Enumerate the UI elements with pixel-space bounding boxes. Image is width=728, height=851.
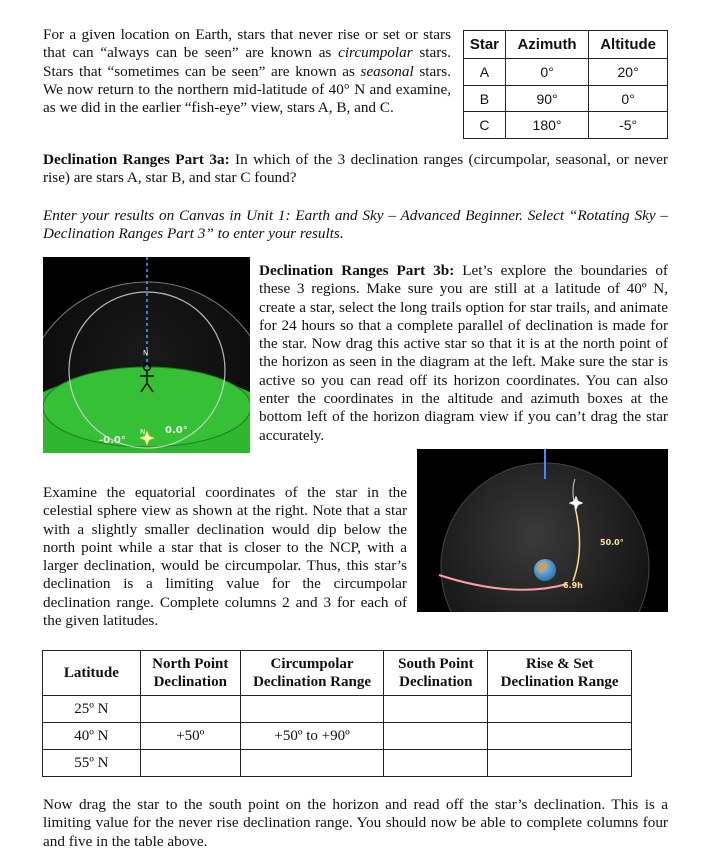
table-cell: B (464, 85, 506, 112)
table-cell: 90° (505, 85, 588, 112)
term-circumpolar: circumpolar (338, 44, 413, 62)
table-cell (240, 696, 384, 723)
altitude-label: 0.0° (165, 425, 188, 436)
table-cell: C (464, 112, 506, 139)
table-row (464, 112, 668, 139)
term-seasonal: seasonal (360, 62, 414, 80)
header-south-point: South Point Declination (384, 651, 488, 696)
part3a-text: In which of the 3 declination ranges (circumpolar, seasonal, or never rise) are stars A, star B, and star C found? (43, 151, 668, 187)
table-header-row (43, 651, 632, 696)
celestial-sphere-diagram (417, 449, 668, 612)
table-row (43, 750, 632, 777)
header-circumpolar: Circumpolar Declination Range (240, 651, 384, 696)
star-coordinates-table (463, 30, 668, 139)
horizon-diagram (43, 257, 250, 453)
table-cell: A (464, 59, 506, 86)
table-cell: 40º N (43, 723, 141, 750)
table-cell (384, 696, 488, 723)
table-cell: -5° (589, 112, 668, 139)
intro-text-2: stars. Stars that “sometimes can be seen” are known as (43, 44, 451, 80)
intro-text: For a given location on Earth, stars that never rise or set or stars that can “always can be seen” are known as (43, 26, 451, 62)
zenith-marker-icon: N (143, 349, 149, 357)
table-row (464, 85, 668, 112)
header-latitude: Latitude (43, 651, 141, 696)
table-cell: 20° (589, 59, 668, 86)
closing-paragraph: Now drag the star to the south point on the horizon and read off the star’s declination. This is a limiting value for the never rise declination range. You should now be able to complete columns four and five in the table above. (43, 796, 668, 850)
table-cell (140, 750, 240, 777)
table-cell: +50º (140, 723, 240, 750)
examine-paragraph: Examine the equatorial coordinates of the star in the celestial sphere view as shown at the right. Note that a star with a slightly smaller declination would dip below the north point while a star that is closer to the NCP, with a larger declination, would be circumpolar. Thus, this star’s declination is a limiting value for the circumpolar declination range. Complete columns 2 and 3 for each of the given latitudes. (43, 484, 407, 630)
table-cell (240, 750, 384, 777)
table-cell (384, 750, 488, 777)
table-header-row (464, 31, 668, 59)
header-star: Star (464, 31, 506, 59)
intro-text-3: stars. We now return to the northern mid-latitude of 40° N and examine, as we did in the earlier “fish-eye” view, stars A, B, and C. (43, 62, 451, 117)
table-cell: 55º N (43, 750, 141, 777)
header-azimuth: Azimuth (505, 31, 588, 59)
azimuth-label: -0.0° (99, 435, 126, 446)
table-cell: 0° (505, 59, 588, 86)
ra-label: 6.9h (563, 581, 583, 590)
table-cell: 25º N (43, 696, 141, 723)
table-row (464, 59, 668, 86)
part3b-text: Let’s explore the boundaries of these 3 regions. Make sure you are still at a latitude of 40º N, create a star, select the long trails option for star trails, and animate for 24 hours so that a complete parallel of declination is made for the star. Now drag this active star so that it is at the north point of the horizon as seen in the diagram at the left. Make sure the star is active so you can read off its horizon coordinates. You can also enter the coordinates in the altitude and azimuth boxes at the bottom left of the horizon diagram view if you can’t drag the star accurately. (259, 262, 668, 444)
part3b-paragraph (259, 262, 668, 445)
table-row (43, 723, 632, 750)
header-altitude: Altitude (589, 31, 668, 59)
table-cell (384, 723, 488, 750)
declination-range-table (42, 650, 632, 777)
header-rise-set: Rise & Set Declination Range (488, 651, 632, 696)
table-cell: +50º to +90º (240, 723, 384, 750)
table-cell (140, 696, 240, 723)
header-north-point: North Point Declination (140, 651, 240, 696)
part3a-label: Declination Ranges Part 3a: (43, 151, 230, 168)
table-cell (488, 723, 632, 750)
table-row (43, 696, 632, 723)
table-cell (488, 750, 632, 777)
canvas-instruction: Enter your results on Canvas in Unit 1: Earth and Sky – Advanced Beginner. Select “Rotating Sky – Declination Ranges Part 3” to enter your results. (43, 207, 668, 243)
north-icon: N (140, 428, 146, 436)
declination-label: 50.0° (600, 538, 624, 547)
table-cell (488, 696, 632, 723)
table-cell: 180° (505, 112, 588, 139)
intro-paragraph (43, 26, 451, 117)
table-cell: 0° (589, 85, 668, 112)
part3a-question (43, 151, 668, 188)
part3b-label: Declination Ranges Part 3b: (259, 262, 455, 279)
